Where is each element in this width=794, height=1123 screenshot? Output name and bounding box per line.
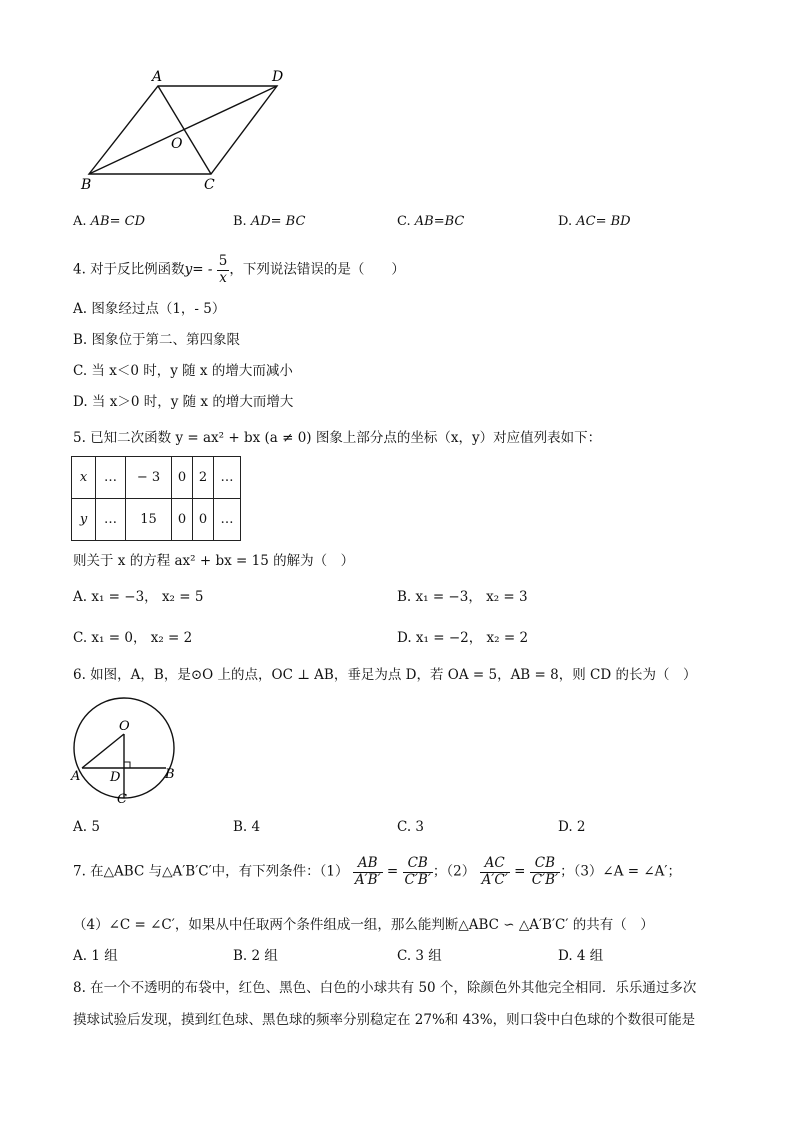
q7-line1: 7. 在△ABC 与△A′B′C′中，有下列条件：（1） $\frac{AB}{A'B'}$ = $\frac{CB}{C'B'}$ ；（2） $\frac{AC}{A'C'}$ = $\frac{CB}{C'B'}$ ；（3）∠A = ∠A′；	[73, 855, 681, 888]
q7-option-b: B. 2 组	[233, 948, 278, 964]
label-o: O	[171, 136, 183, 152]
label-a: A	[152, 69, 163, 85]
label-c: C	[117, 792, 127, 807]
q4-option-d: D. 当 x＞0 时，y 随 x 的增大而增大	[73, 394, 294, 410]
q6-option-b: B. 4	[233, 819, 261, 835]
table-cell: 0	[172, 499, 193, 541]
table-row-x	[72, 457, 241, 499]
label-c: C	[204, 177, 215, 193]
q7-fraction-3: $\frac{AC}{A'C'}$	[481, 855, 508, 888]
table-cell: 0	[193, 499, 214, 541]
right-angle-mark	[124, 762, 130, 768]
q4-option-b: B. 图象位于第二、第四象限	[73, 332, 241, 348]
diagonal-bd	[89, 86, 277, 174]
q6-option-a: A. 5	[73, 819, 100, 835]
table-cell: 2	[193, 457, 214, 499]
q7-option-c: C. 3 组	[397, 948, 442, 964]
table-cell: 0	[172, 457, 193, 499]
label-b: B	[81, 177, 92, 193]
q7-line2: （4）∠C = ∠C′，如果从中任取两个条件组成一组，那么能判断△ABC ∽ △A′B′C′ 的共有（ ）	[73, 917, 654, 933]
q8-line2: 摸球试验后发现，摸到红色球、黑色球的频率分别稳定在 27%和 43%，则口袋中白色球的个数很可能是	[73, 1012, 696, 1028]
q4-fraction: $\frac{5}{x}$	[218, 253, 228, 286]
q7-option-d: D. 4 组	[558, 948, 604, 964]
q4-option-a: A. 图象经过点（1，- 5）	[73, 301, 226, 317]
table-cell: x	[72, 457, 96, 499]
label-d: D	[272, 69, 284, 85]
q3-option-a: A. AB= CD	[73, 214, 146, 229]
q7-fraction-1: $\frac{AB}{A'B'}$	[354, 855, 381, 888]
table-row-y	[72, 499, 241, 541]
q7-fraction-2: $\frac{CB}{C'B'}$	[404, 855, 431, 888]
parallelogram-figure	[76, 66, 296, 196]
q7-option-a: A. 1 组	[73, 948, 118, 964]
table-cell: − 3	[126, 457, 172, 499]
label-o: O	[119, 719, 130, 734]
q7-fraction-4: $\frac{CB}{C'B'}$	[531, 855, 559, 888]
q8-line1: 8. 在一个不透明的布袋中，红色、黑色、白色的小球共有 50 个，除颜色外其他完全相同．乐乐通过多次	[73, 980, 697, 996]
table-cell: y	[72, 499, 96, 541]
table-cell: …	[214, 499, 241, 541]
q5-option-b: B. x₁ = −3， x₂ = 3	[397, 589, 528, 605]
q4-stem: 4. 对于反比例函数y= - $\frac{5}{x}$ ，下列说法错误的是（ ）	[73, 253, 405, 286]
table-cell: …	[96, 457, 126, 499]
label-d: D	[110, 770, 121, 785]
q4-option-c: C. 当 x＜0 时，y 随 x 的增大而减小	[73, 363, 293, 379]
table-cell: …	[96, 499, 126, 541]
q6-stem: 6. 如图，A，B，是⊙O 上的点，OC ⊥ AB，垂足为点 D，若 OA = 5，AB = 8，则 CD 的长为（ ）	[73, 667, 697, 683]
label-a: A	[71, 769, 81, 784]
q3-option-c: C. AB=BC	[397, 214, 465, 229]
q5-option-d: D. x₁ = −2， x₂ = 2	[397, 630, 529, 646]
radius-oa	[82, 734, 124, 768]
q5-question: 则关于 x 的方程 ax² + bx = 15 的解为（ ）	[73, 553, 355, 569]
table-cell: 15	[126, 499, 172, 541]
q6-option-d: D. 2	[558, 819, 586, 835]
q3-option-b: B. AD= BC	[233, 214, 306, 229]
q5-stem: 5. 已知二次函数 y = ax² + bx (a ≠ 0) 图象上部分点的坐标（x，y）对应值列表如下：	[73, 430, 602, 446]
q6-option-c: C. 3	[397, 819, 425, 835]
q3-option-d: D. AC= BD	[558, 214, 631, 229]
q5-option-a: A. x₁ = −3， x₂ = 5	[73, 589, 204, 605]
value-table	[71, 456, 241, 541]
q5-option-c: C. x₁ = 0， x₂ = 2	[73, 630, 193, 646]
table-cell: …	[214, 457, 241, 499]
label-b: B	[165, 767, 175, 782]
circle-figure	[66, 690, 186, 810]
